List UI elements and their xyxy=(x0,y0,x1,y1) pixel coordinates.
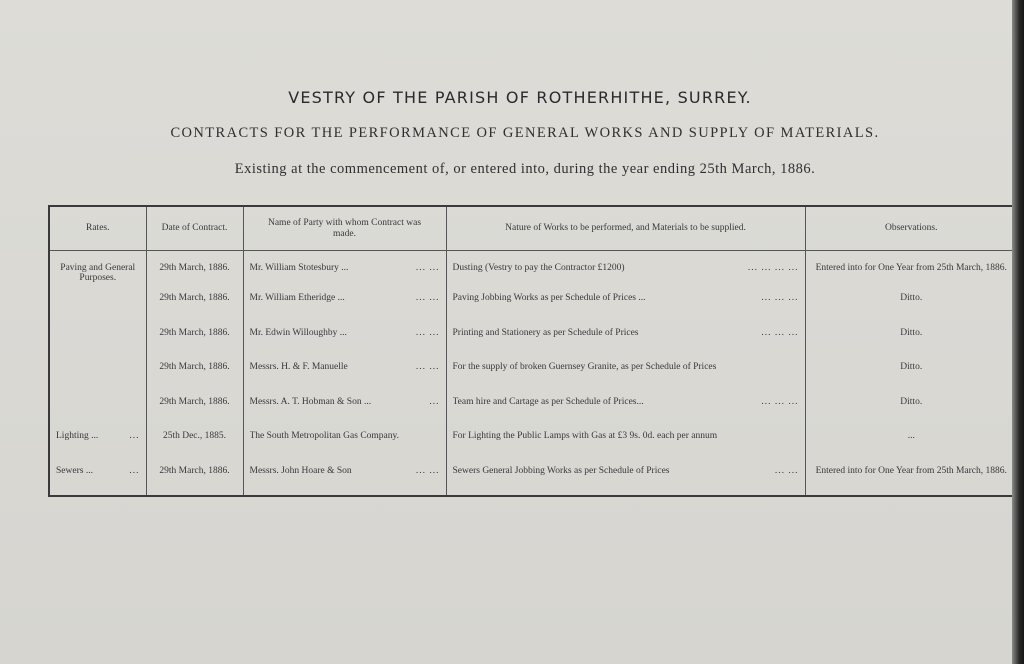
cell-observations xyxy=(805,458,1018,496)
cell-rate-text: Paving and General Purposes. xyxy=(60,263,136,283)
cell-nature xyxy=(446,389,805,424)
cell-date: 29th March, 1886. xyxy=(146,320,243,355)
cell-nature xyxy=(446,354,805,389)
cell-date: 29th March, 1886. xyxy=(146,389,243,424)
column-header-date: Date of Contract. xyxy=(146,206,243,251)
cell-party-dots: ... ... xyxy=(415,263,440,273)
table-row xyxy=(49,354,1018,389)
cell-observations xyxy=(805,251,1018,286)
cell-date: 29th March, 1886. xyxy=(146,354,243,389)
cell-party xyxy=(243,423,446,458)
cell-nature-dots: ... ... ... xyxy=(761,293,799,303)
cell-party-text: Messrs. John Hoare & Son xyxy=(249,465,352,476)
cell-party xyxy=(243,285,446,320)
page-edge-shadow xyxy=(1012,0,1024,664)
cell-observations-text: Entered into for One Year from 25th March, 1886. xyxy=(815,263,1007,273)
cell-rate-dots: ... xyxy=(129,431,140,441)
cell-date: 25th Dec., 1885. xyxy=(146,423,243,458)
cell-party xyxy=(243,354,446,389)
column-header-nature: Nature of Works to be performed, and Materials to be supplied. xyxy=(446,206,805,251)
table-row xyxy=(49,285,1018,320)
cell-party-text: Mr. William Etheridge ... xyxy=(249,293,345,303)
cell-nature-text: For Lighting the Public Lamps with Gas at £3 9s. 0d. each per annum xyxy=(452,431,718,441)
cell-observations: ... xyxy=(805,423,1018,458)
cell-nature xyxy=(446,285,805,320)
cell-nature-dots: ... ... ... ... xyxy=(747,263,799,273)
cell-rate xyxy=(49,389,146,424)
cell-observations-text: Entered into for One Year from 25th March, 1886. xyxy=(815,465,1007,476)
cell-party-text: Mr. Edwin Willoughby ... xyxy=(249,327,347,338)
cell-party xyxy=(243,389,446,424)
cell-observations: Ditto. xyxy=(805,285,1018,320)
cell-nature-text: Sewers General Jobbing Works as per Schedule of Prices xyxy=(452,465,670,476)
cell-rate-dots: ... xyxy=(129,465,140,476)
column-header-rates: Rates. xyxy=(49,206,146,251)
cell-party-dots: ... ... xyxy=(415,362,440,372)
document-title: VESTRY OF THE PARISH OF ROTHERHITHE, SURREY. xyxy=(288,88,752,107)
cell-date: 29th March, 1886. xyxy=(146,458,243,496)
cell-nature-text: For the supply of broken Guernsey Granite, as per Schedule of Prices xyxy=(452,362,717,372)
cell-nature-text: Printing and Stationery as per Schedule of Prices xyxy=(452,327,639,338)
column-header-party-text: Name of Party with whom Contract was made. xyxy=(267,217,422,239)
cell-rate xyxy=(49,458,146,496)
cell-rate-text: Sewers ... xyxy=(56,465,93,476)
cell-nature-dots: ... ... ... xyxy=(761,396,799,407)
cell-nature-text: Team hire and Cartage as per Schedule of Prices... xyxy=(452,396,644,407)
document-subhead: Existing at the commencement of, or entered into, during the year ending 25th March, 1886. xyxy=(234,161,816,177)
cell-nature-dots: ... ... xyxy=(774,465,799,476)
table-row xyxy=(49,458,1018,496)
cell-party-dots: ... ... xyxy=(415,293,440,303)
table-row xyxy=(49,423,1018,458)
cell-rate xyxy=(49,423,146,458)
cell-party-dots: ... ... xyxy=(415,465,440,476)
cell-nature xyxy=(446,251,805,286)
cell-party-text: Messrs. H. & F. Manuelle xyxy=(249,362,348,372)
column-header-party xyxy=(243,206,446,251)
table-row xyxy=(49,389,1018,424)
table-header-row xyxy=(49,206,1018,251)
cell-observations: Ditto. xyxy=(805,389,1018,424)
cell-nature xyxy=(446,458,805,496)
cell-party xyxy=(243,458,446,496)
cell-observations: Ditto. xyxy=(805,354,1018,389)
cell-rate-text: Lighting ... xyxy=(56,431,99,441)
cell-rate xyxy=(49,320,146,355)
cell-party-dots: ... ... xyxy=(415,327,440,338)
cell-party-dots: ... xyxy=(429,396,440,407)
cell-date: 29th March, 1886. xyxy=(146,285,243,320)
cell-nature-dots: ... ... ... xyxy=(761,327,799,338)
cell-party-text: Mr. William Stotesbury ... xyxy=(249,263,349,273)
cell-rate xyxy=(49,354,146,389)
cell-nature-text: Dusting (Vestry to pay the Contractor £1200) xyxy=(452,263,625,273)
table-row xyxy=(49,251,1018,286)
cell-nature-text: Paving Jobbing Works as per Schedule of Prices ... xyxy=(452,293,646,303)
cell-party xyxy=(243,320,446,355)
cell-nature xyxy=(446,320,805,355)
cell-rate xyxy=(49,251,146,286)
cell-party-text: The South Metropolitan Gas Company. xyxy=(249,431,400,441)
cell-date: 29th March, 1886. xyxy=(146,251,243,286)
cell-rate xyxy=(49,285,146,320)
column-header-observations: Observations. xyxy=(805,206,1018,251)
cell-party-text: Messrs. A. T. Hobman & Son ... xyxy=(249,396,372,407)
table-row xyxy=(49,320,1018,355)
contracts-table xyxy=(48,205,1019,497)
cell-observations: Ditto. xyxy=(805,320,1018,355)
cell-party xyxy=(243,251,446,286)
cell-nature xyxy=(446,423,805,458)
document-subtitle: CONTRACTS FOR THE PERFORMANCE OF GENERAL WORKS AND SUPPLY OF MATERIALS. xyxy=(170,125,880,141)
